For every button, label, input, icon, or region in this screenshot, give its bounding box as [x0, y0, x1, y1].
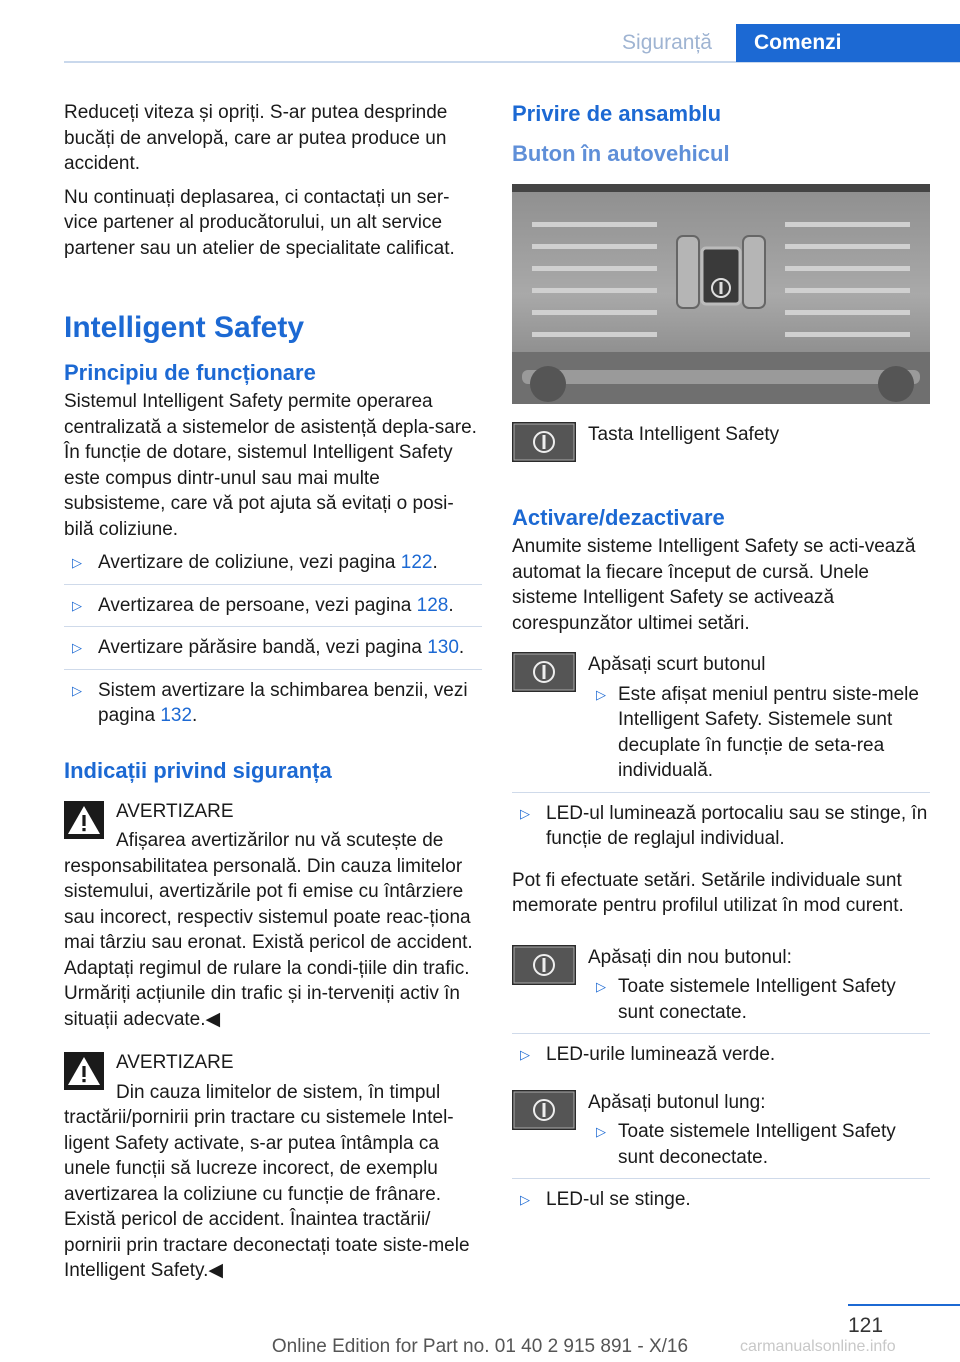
warning-first-line: Afișarea avertizărilor nu vă scutește de: [116, 830, 444, 851]
intro-paragraph-1: Reduceți viteza și opriți. S-ar putea desprinde bucăți de anvelopă, care ar putea produce un accident.: [64, 102, 448, 174]
press-long-label: Apăsați butonul lung:: [588, 1091, 766, 1113]
settings-text: Pot fi efectuate setări. Setările individuale sunt memorate pentru profilul utilizat în mod curent.: [512, 869, 904, 916]
press-short-label: Apăsați scurt butonul: [588, 654, 766, 675]
triangle-right-icon: ▷: [596, 979, 606, 994]
led-green-list: [512, 1033, 930, 1076]
warning-label: AVERTIZARE: [116, 800, 234, 822]
footer-rule: [848, 1304, 960, 1306]
list-item: ▷ Sistem avertizare la schimbarea benzii, vezi pagina 132.: [72, 679, 468, 726]
list-item: ▷ Avertizarea de persoane, vezi pagina 128.: [64, 593, 482, 628]
triangle-right-icon: ▷: [596, 1124, 606, 1139]
list-item: ▷ Toate sistemele Intelligent Safety sunt conectate.: [596, 976, 896, 1023]
watermark: carmanualsonline.info: [740, 1338, 896, 1355]
principle-text: Sistemul Intelligent Safety permite operarea centralizată a sistemelor de asistență depla-sare. În funcție de dotare, sistemul Intelligent Safety este compus dintr-unul sau mai multe subsisteme, care vă pot ajuta să evitați o posi-bilă coliziune.: [64, 391, 477, 540]
list-item: ▷ LED-ul luminează portocaliu sau se stinge, în funcție de reglajul individual.: [520, 802, 928, 849]
activation-heading: Activare/dezactivare: [512, 505, 725, 530]
warning-block-1: [64, 799, 482, 1033]
warning-body: tractării/pornirii prin tractare cu sistemele Intel-ligent Safety activate, s-ar putea întâmpla ca unele funcții să lucreze incorect, de exemplu avertizarea la coliziune cu funcție de frânare. Există pericol de accident. Înaintea tractării/ pornirii prin tractare deconectați toate siste-mele Intelligent Safety.◀: [64, 1107, 470, 1281]
page-link-130[interactable]: 130: [427, 637, 459, 658]
triangle-right-icon: ▷: [520, 805, 530, 821]
triangle-right-icon: ▷: [596, 686, 606, 702]
button-heading: Buton în autovehicul: [512, 141, 730, 166]
page-number: 121: [848, 1314, 884, 1337]
warning-triangle-icon: [64, 801, 104, 839]
warning-block-2: [64, 1050, 482, 1284]
press-again-label: Apăsați din nou butonul:: [588, 946, 792, 968]
subsystem-list: [64, 550, 482, 737]
footer-edition: Online Edition for Part no. 01 40 2 915 891 - X/16: [271, 1336, 689, 1357]
right-column: [512, 100, 930, 1229]
warning-first-line: Din cauza limitelor de sistem, în timpul: [116, 1081, 441, 1103]
list-item: ▷ Este afișat meniul pentru siste-mele Intelligent Safety. Sistemele sunt decuplate în funcție de seta-rea individuală.: [596, 683, 919, 781]
list-item: ▷ LED-ul se stinge.: [512, 1187, 930, 1221]
page-link-122[interactable]: 122: [400, 552, 433, 573]
list-item: ▷ Avertizare de coliziune, vezi pagina 122.: [64, 550, 482, 585]
intelligent-safety-key-icon: [512, 945, 576, 985]
intelligent-safety-key-icon: [512, 1090, 576, 1130]
list-item: ▷ LED-urile luminează verde.: [512, 1042, 930, 1076]
intelligent-safety-key-icon: [512, 422, 576, 462]
press-short-row: [512, 652, 930, 792]
triangle-right-icon: ▷: [72, 682, 82, 698]
principle-heading: Principiu de funcționare: [64, 360, 316, 385]
intelligent-safety-key-icon: [512, 652, 576, 692]
tab-chapter[interactable]: Comenzi: [736, 24, 960, 62]
press-long-row: [512, 1090, 930, 1179]
page-link-132[interactable]: 132: [160, 705, 193, 726]
triangle-right-icon: ▷: [520, 1047, 530, 1062]
overview-heading: Privire de ansamblu: [512, 101, 722, 126]
press-again-row: [512, 945, 930, 1034]
triangle-right-icon: ▷: [520, 1192, 530, 1207]
press-long-list: [588, 1119, 930, 1178]
intro-paragraph-2: Nu continuați deplasarea, ci contactați un ser-vice partener al producătorului, un alt service partener sau un atelier de specialitate calificat.: [64, 186, 455, 259]
list-item: ▷ Avertizare părăsire bandă, vezi pagina 130.: [64, 635, 482, 670]
triangle-right-icon: ▷: [72, 597, 82, 613]
safety-heading: Indicații privind siguranța: [64, 757, 332, 783]
triangle-right-icon: ▷: [72, 640, 82, 655]
page-link-128[interactable]: 128: [416, 594, 449, 616]
warning-triangle-icon: [64, 1052, 104, 1090]
key-label: Tasta Intelligent Safety: [588, 424, 780, 445]
led-orange-list: [512, 792, 930, 860]
warning-label: AVERTIZARE: [116, 1052, 234, 1073]
left-column: [64, 100, 482, 1292]
tab-section[interactable]: Siguranță: [622, 31, 712, 54]
triangle-right-icon: ▷: [72, 555, 82, 570]
dashboard-photo: [512, 184, 930, 404]
key-legend-row: [512, 422, 930, 464]
warning-body: responsabilitatea personală. Din cauza limitelor sistemului, avertizările pot fi emise cu întârziere sau incorect, respectiv sistemul poate reac-ționa mai târziu sau eronat. Există pericol de accident. Adaptați regimul de rulare la condi-țiile din trafic. Urmăriți acțiunile din trafic și in-terveniți activ în situații adecvate.◀: [64, 855, 473, 1030]
led-off-list: [512, 1178, 930, 1221]
list-item: ▷ Toate sistemele Intelligent Safety sunt deconectate.: [596, 1121, 896, 1168]
page-title: Intelligent Safety: [64, 311, 305, 344]
press-again-list: [588, 974, 930, 1033]
press-short-list: [588, 682, 930, 792]
activation-text: Anumite sisteme Intelligent Safety se acti-vează automat la fiecare început de cursă. Unele sisteme Intelligent Safety se activează corespunzător ultimei setări.: [512, 536, 916, 634]
